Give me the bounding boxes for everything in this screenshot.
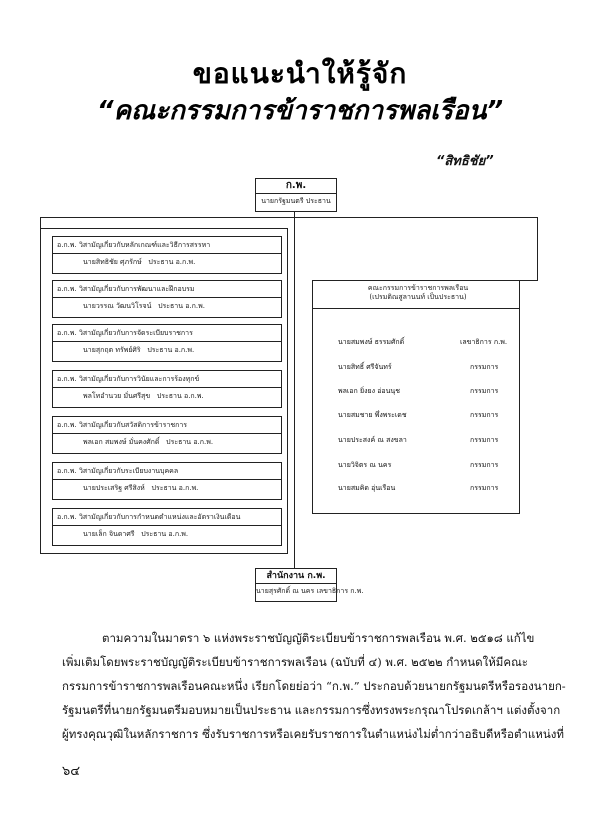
subcommittee-member: นายวรรณ วัฒนวิโรจน์ [83,302,152,310]
committee-member-role: กรรมการ [470,387,499,395]
paragraph-line: ตามความในมาตรา ๖ แห่งพระราชบัญญัติระเบียบข้าราชการพลเรือน พ.ศ. ๒๕๑๘ แก้ไข [102,631,535,645]
subcommittee-title: อ.ก.พ. วิสามัญเกี่ยวกับการกำหนดตำแหน่งและอัตราเงินเดือน [53,509,281,526]
subcommittee-chair [53,526,281,542]
subcommittee-chair [53,298,281,314]
body-paragraph [62,626,566,746]
committee-member-role: กรรมการ [470,411,499,419]
committee-member-role: กรรมการ [470,363,499,371]
ocsc-office-title: สำนักงาน ก.พ. [256,569,336,584]
paragraph-line: เพิ่มเติมโดยพระราชบัญญัติระเบียบข้าราชการพลเรือน (ฉบับที่ ๔) พ.ศ. ๒๕๒๒ กำหนดให้มีคณะ [62,655,528,669]
subcommittee-member: นายสิทธิชัย ศุภรักษ์ [83,258,142,266]
committee-member-name: นายวิจิตร ณ นคร [338,461,392,469]
committee-member-name: นายสมคิด อุ่นเรือน [338,484,396,492]
subcommittee-box [52,370,282,408]
subcommittee-title: อ.ก.พ. วิสามัญเกี่ยวกับสวัสดิการข้าราชการ [53,417,281,434]
ocsc-office-subtitle: นายสุรศักดิ์ ณ นคร เลขาธิการ ก.พ. [256,587,364,595]
connector-left-drop [40,217,41,228]
subcommittee-chair [53,388,281,404]
committee-member-role: เลขาธิการ ก.พ. [460,338,508,346]
subcommittee-role: ประธาน อ.ก.พ. [141,530,189,538]
subcommittee-member: พลโทอำนวย มั่นศรีสุข [83,392,151,400]
subcommittee-title: อ.ก.พ. วิสามัญเกี่ยวกับการวินัยและการร้องทุกข์ [53,371,281,388]
committee-member-name: นายสิทธิ์ ศรีจันทร์ [338,363,392,371]
ocsc-office-box [255,568,364,602]
connector-right-drop [537,217,538,280]
subcommittee-chair [53,342,281,358]
subcommittee-box [52,508,282,546]
page-number: ๖๔ [62,764,81,779]
committee-member-name: นายสมชาย พึ่งพระเดช [338,411,407,419]
subcommittee-title: อ.ก.พ. วิสามัญเกี่ยวกับหลักเกณฑ์และวิธีการสรรหา [53,237,281,254]
committee-member-role: กรรมการ [470,436,499,444]
paragraph-line: กรรมการข้าราชการพลเรือนคณะหนึ่ง เรียกโดยย่อว่า “ก.พ.” ประกอบด้วยนายกรัฐมนตรีหรือรองนายก- [62,679,566,693]
subcommittee-role: ประธาน อ.ก.พ. [166,438,214,446]
subcommittee-chair [53,254,281,270]
subcommittee-box [52,236,282,274]
connector-top-horizontal [40,217,538,218]
committee-member-name: นายประสงค์ ณ สงขลา [338,436,407,444]
subcommittee-role: ประธาน อ.ก.พ. [151,484,199,492]
kp-top-subtitle: นายกรัฐมนตรี ประธาน [261,197,331,205]
subcommittee-member: นายเล็ก จินดาศรี [83,530,135,538]
subcommittee-role: ประธาน อ.ก.พ. [147,346,195,354]
connector-right-horizontal [518,280,538,281]
subcommittee-box [52,324,282,362]
subcommittee-title: อ.ก.พ. วิสามัญเกี่ยวกับการจัดระเบียบราชการ [53,325,281,342]
paragraph-line: ผู้ทรงคุณวุฒิในหลักราชการ ซึ่งรับราชการหรือเคยรับราชการในตำแหน่งไม่ต่ำกว่าอธิบดีหรือตำแหน่งที่ [62,727,564,741]
subcommittee-box [52,416,282,454]
subcommittee-box [52,462,282,500]
subcommittee-chair [53,434,281,450]
subcommittee-role: ประธาน อ.ก.พ. [158,302,205,310]
paragraph-line: รัฐมนตรีที่นายกรัฐมนตรีมอบหมายเป็นประธาน และกรรมการซึ่งทรงพระกรุณาโปรดเกล้าฯ แต่งตั้งจาก [62,703,561,717]
committee-header [313,281,519,309]
subcommittee-chair [53,480,281,496]
page-title: ขอแนะนำให้รู้จัก [192,57,408,90]
committee-member-role: กรรมการ [470,461,499,469]
subcommittee-title: อ.ก.พ. วิสามัญเกี่ยวกับระเบียบงานบุคคล [53,463,281,480]
subcommittee-role: ประธาน อ.ก.พ. [156,392,204,400]
committee-member-role: กรรมการ [470,484,499,492]
connector-top-vertical [294,210,295,568]
subcommittee-member: พลเอก สมพงษ์ มั่นคงศักดิ์ [83,438,160,446]
subcommittee-role: ประธาน อ.ก.พ. [148,258,196,266]
page-subtitle: “คณะกรรมการข้าราชการพลเรือน” [96,96,504,126]
subcommittee-title: อ.ก.พ. วิสามัญเกี่ยวกับการพัฒนาและฝึกอบรม [53,281,281,298]
committee-box [312,280,520,514]
committee-title: คณะกรรมการข้าราชการพลเรือน [367,284,469,292]
kp-top-title: ก.พ. [256,179,336,194]
committee-member-name: พลเอก ยิ่งยง อ่อนนุช [338,387,400,395]
subcommittee-box [52,280,282,318]
committee-member-name: นายสมพงษ์ ธรรมศักดิ์ [338,338,405,346]
committee-subtitle: (เปรมติณสูลานนท์ เป็นประธาน) [369,293,467,301]
subcommittee-member: นายสุกฤต ทรัพย์ศิริ [83,346,141,354]
subcommittee-member: นายประเสริฐ ศรีสิงห์ [83,484,145,492]
author-name: “สิทธิชัย” [436,154,494,169]
kp-top-box [255,178,337,212]
